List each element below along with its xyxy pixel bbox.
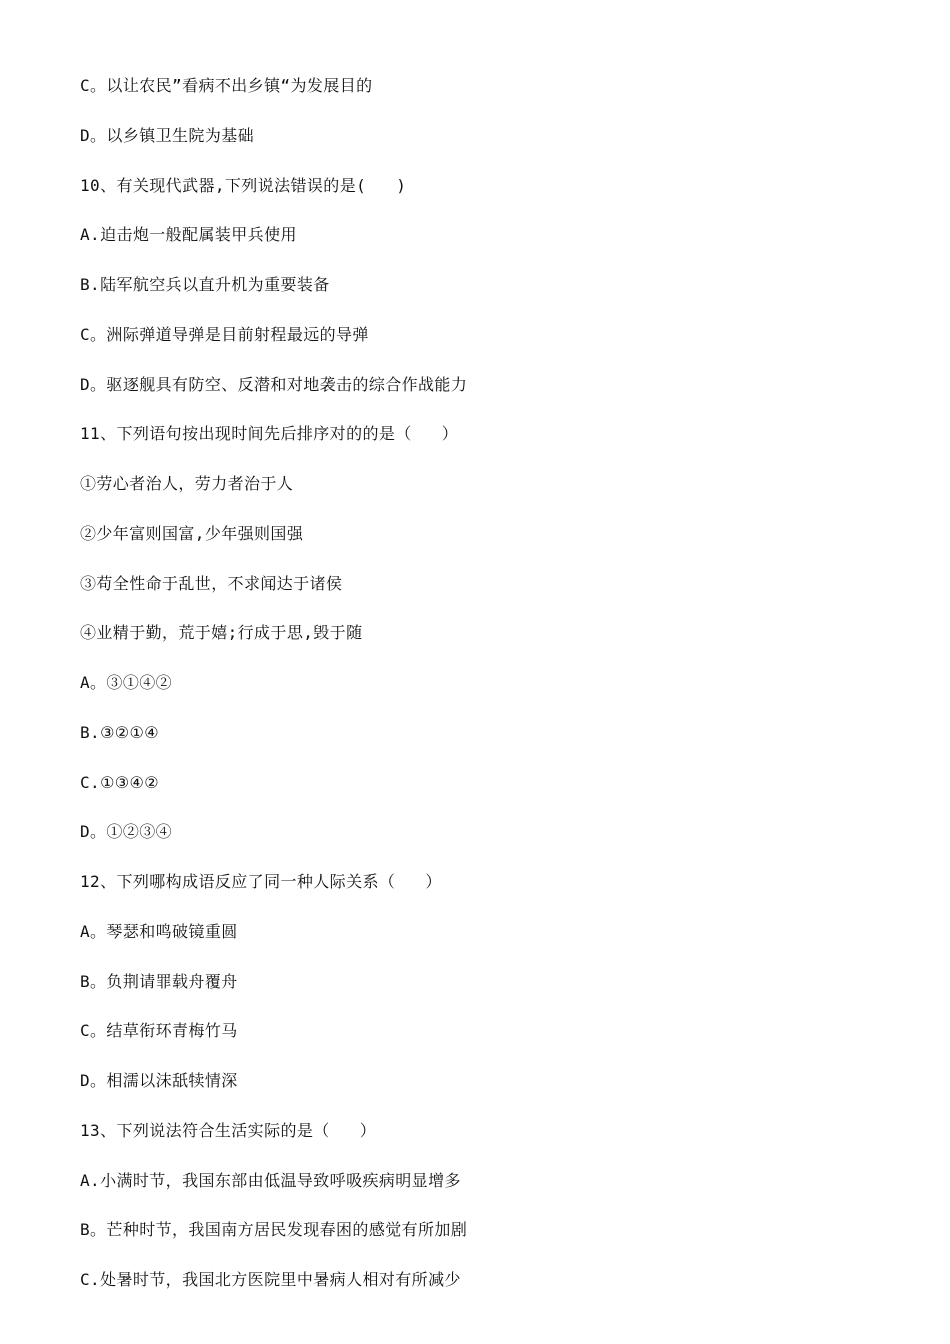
option-b-q11: B.③②①④ [80, 722, 160, 742]
question-11: 11、下列语句按出现时间先后排序对的的是（ ） [80, 424, 459, 444]
statement-1-q11: ①劳心者治人，劳力者治于人 [80, 474, 294, 493]
option-d-q10: D。驱逐舰具有防空、反潜和对地袭击的综合作战能力 [80, 374, 468, 394]
option-c-q9: C。以让农民”看病不出乡镇“为发展目的 [80, 76, 373, 95]
question-10: 10、有关现代武器,下列说法错误的是( ) [80, 175, 407, 195]
statement-3-q11: ③苟全性命于乱世，不求闻达于诸侯 [80, 573, 343, 593]
option-a-q10: A.迫击炮一般配属装甲兵使用 [80, 225, 297, 245]
option-d-q11: D。①②③④ [80, 822, 173, 842]
option-a-q13: A.小满时节，我国东部由低温导致呼吸疾病明显增多 [80, 1170, 461, 1190]
option-b-q12: B。负荆请罪载舟覆舟 [80, 971, 238, 991]
question-12: 12、下列哪构成语反应了同一种人际关系（ ） [80, 872, 442, 891]
document-page [80, 74, 880, 1318]
option-c-q10: C。洲际弹道导弹是目前射程最远的导弹 [80, 324, 369, 344]
option-d-q12: D。相濡以沫舐犊情深 [80, 1071, 238, 1090]
question-13: 13、下列说法符合生活实际的是（ ） [80, 1120, 377, 1140]
option-a-q12: A。琴瑟和鸣破镜重圆 [80, 921, 238, 941]
option-a-q11: A。③①④② [80, 673, 173, 692]
option-b-q10: B.陆军航空兵以直升机为重要装备 [80, 275, 330, 294]
option-d-q9: D。以乡镇卫生院为基础 [80, 125, 255, 145]
statement-4-q11: ④业精于勤，荒于嬉;行成于思,毁于随 [80, 623, 363, 643]
option-b-q13: B。芒种时节，我国南方居民发现春困的感觉有所加剧 [80, 1220, 468, 1240]
option-c-q12: C。结草衔环青梅竹马 [80, 1021, 238, 1041]
option-c-q13: C.处暑时节，我国北方医院里中暑病人相对有所减少 [80, 1270, 461, 1289]
statement-2-q11: ②少年富则国富,少年强则国强 [80, 523, 304, 543]
option-c-q11: C.①③④② [80, 772, 160, 792]
